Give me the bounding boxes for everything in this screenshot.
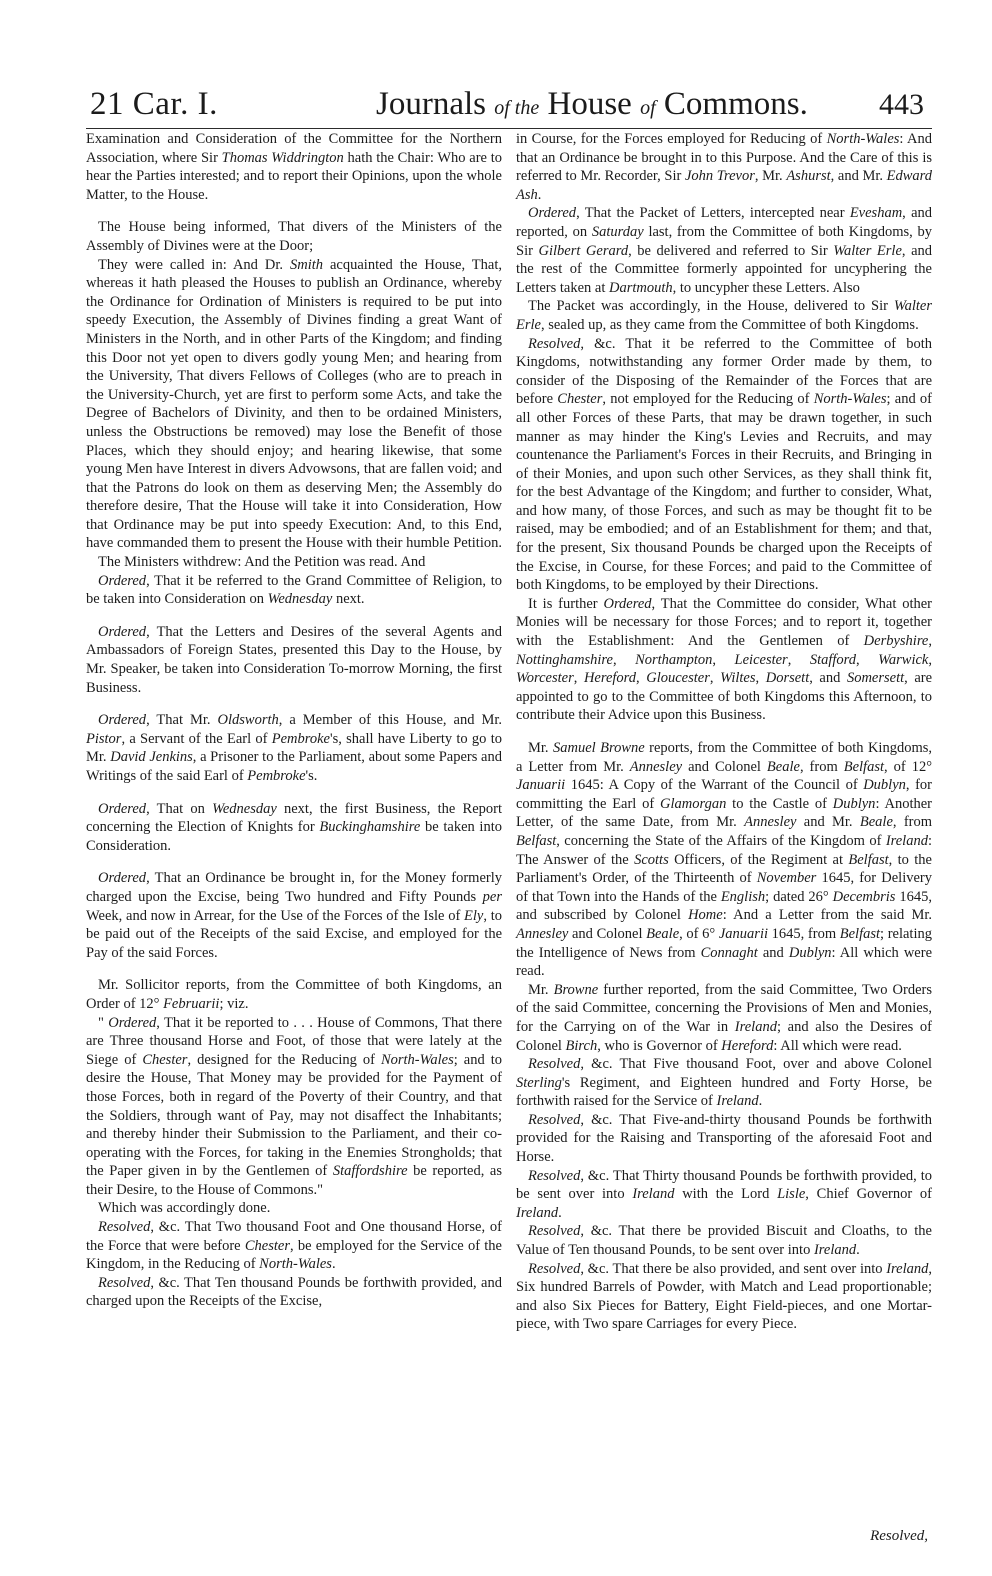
paragraph: Resolved, &c. That Ten thousand Pounds be forthwith provided, and charged upon the Receipts of the Excise, xyxy=(86,1274,502,1310)
paragraph: Resolved, &c. That Two thousand Foot and One thousand Horse, of the Force that were before Chester, be employed for the Service of the Kingdom, in the Reducing of North-Wales. xyxy=(86,1219,502,1273)
title-word-commons: Commons. xyxy=(655,86,808,122)
paragraph: Examination and Consideration of the Committee for the Northern Association, where Sir Thomas Widdrington hath the Chair: Who are to hear the Parties interested; and to report their Opinions, upon the whole Matter, to the House. xyxy=(86,131,502,203)
paragraph: The Ministers withdrew: And the Petition was read. And xyxy=(98,554,426,571)
paragraph: Resolved, &c. That Five-and-thirty thousand Pounds be forthwith provided for the Raising and Transporting of the aforesaid Foot and Horse. xyxy=(516,1111,932,1166)
page-title xyxy=(376,86,808,123)
running-head xyxy=(86,64,932,124)
catchword: Resolved, xyxy=(870,1528,928,1544)
paragraph: Which was accordingly done. xyxy=(98,1200,271,1217)
header-rule xyxy=(86,128,932,129)
paragraph: Resolved, &c. That there be also provided, and sent over into Ireland, Six hundred Barrels of Powder, with Match and Lead proportionable; and also Six Pieces for Battery, Eight Field-pieces, and one Mortar-piece, with Two spare Carriages for every Piece. xyxy=(516,1260,932,1333)
paragraph: Resolved, &c. That Thirty thousand Pounds be forthwith provided, to be sent over into Ireland with the Lord Lisle, Chief Governor of Ireland. xyxy=(516,1167,932,1221)
paragraph: It is further Ordered, That the Committee do consider, What other Monies will be necessary for those Forces; and to report it, together with the Establishment: And the Gentlemen of Derbyshire, Nottinghamshire, Northampton, Leicester, Stafford, Warwick, Worcester, Hereford, Gloucester, Wiltes, Dorsett, and Somersett, are appointed to go to the Committee of both Kingdoms this Afternoon, to contribute their Advice upon this Business. xyxy=(516,595,933,724)
paragraph: Mr. Samuel Browne reports, from the Committee of both Kingdoms, a Letter from Mr. Annesley and Colonel Beale, from Belfast, of 12° Januarii 1645: A Copy of the Warrant of the Council of Dublyn, for committing the Earl of Glamorgan to the Castle of Dublyn: Another Letter, of the same Date, from Mr. Annesley and Mr. Beale, from Belfast, concerning the State of the Affairs of the Kingdom of Ireland: The Answer of the Scotts Officers, of the Regiment at Belfast, to the Parliament's Order, of the Thirteenth of November 1645, for Delivery of that Town into the Hands of the English; dated 26° Decembris 1645, and subscribed by Colonel Home: And a Letter from the said Mr. Annesley and Colonel Beale, of 6° Januarii 1645, from Belfast; relating the Intelligence of News from Connaght and Dublyn: All which were read. xyxy=(516,740,933,980)
paragraph: The House being informed, That divers of the Ministers of the Assembly of Divines were at the Door; xyxy=(86,219,502,254)
title-word-of-the: of the xyxy=(494,97,540,119)
title-word-house: House xyxy=(539,86,641,122)
title-word-journals: Journals xyxy=(376,86,495,122)
paragraph: Mr. Browne further reported, from the said Committee, Two Orders of the said Committee, concerning the Provisions of Men and Monies, for the Carrying on of the War in Ireland; and also the Desires of Colonel Birch, who is Governor of Hereford: All which were read. xyxy=(516,981,933,1054)
page-number: 443 xyxy=(879,88,924,121)
paragraph: Ordered, That on Wednesday next, the first Business, the Report concerning the Election of Knights for Buckinghamshire be taken into Consideration. xyxy=(86,800,503,854)
paragraph: Ordered, That an Ordinance be brought in, for the Money formerly charged upon the Excise, being Two hundred and Fifty Pounds per Week, and now in Arrear, for the Use of the Forces of the Isle of Ely, to be paid out of the Receipts of the said Excise, and employed for the Pay of the said Forces. xyxy=(86,870,503,961)
paragraph: Ordered, That it be referred to the Grand Committee of Religion, to be taken into Consideration on Wednesday next. xyxy=(86,572,502,608)
left-column xyxy=(86,130,502,1334)
paragraph: Resolved, &c. That there be provided Biscuit and Cloaths, to the Value of Ten thousand Pounds, to be sent over into Ireland. xyxy=(516,1223,932,1259)
paragraph: Ordered, That the Packet of Letters, intercepted near Evesham, and reported, on Saturday last, from the Committee of both Kingdoms, by Sir Gilbert Gerard, be delivered and referred to Sir Walter Erle, and the rest of the Committee formerly appointed for uncyphering the Letters taken at Dartmouth, to uncypher these Letters. Also xyxy=(516,205,933,296)
paragraph: The Packet was accordingly, in the House, delivered to Sir Walter Erle, sealed up, as they came from the Committee of both Kingdoms. xyxy=(516,298,932,333)
title-word-of: of xyxy=(640,97,656,119)
paragraph: Mr. Sollicitor reports, from the Committee of both Kingdoms, an Order of 12° Februarii; viz. xyxy=(86,977,502,1012)
paragraph: Ordered, That Mr. Oldsworth, a Member of this House, and Mr. Pistor, a Servant of the Earl of Pembroke's, shall have Liberty to go to Mr. David Jenkins, a Prisoner to the Parliament, about some Papers and Writings of the said Earl of Pembroke's. xyxy=(86,712,502,784)
paragraph: They were called in: And Dr. Smith acquainted the House, That, whereas it hath pleased the Houses to publish an Ordinance, whereby the Ordinance for Ordination of Ministers is required to be put into speedy Execution, the Assembly of Divines finding a great Want of Ministers in the North, and in other Parts of the Kingdom; and finding this Door not yet open to divers godly young Men; and hearing from the University, That divers Fellows of Colleges (who are to preach in the University-Church, yet are first to perform some Acts, and take the Degree of Bachelors of Divinity, and then to be ordained Ministers, unless the Obstructions be removed) may lose the Benefit of those Places, which they should enjoy; and hearing likewise, that some young Men have Interest in divers Advowsons, that are fallen void; and that the Patrons do look on them as deserving Men; the Assembly do therefore desire, That the House will take it into Consideration, How that Ordinance may be put into speedy Execution: And, to this End, have commanded them to present the House with their humble Petition. xyxy=(86,256,503,552)
paragraph: Resolved, &c. That Five thousand Foot, over and above Colonel Sterling's Regiment, and Eighteen hundred and Forty Horse, be forthwith raised for the Service of Ireland. xyxy=(516,1056,932,1110)
paragraph: in Course, for the Forces employed for Reducing of North-Wales: And that an Ordinance be brought in to this Purpose. And the Care of this is referred to Mr. Recorder, Sir John Trevor, Mr. Ashurst, and Mr. Edward Ash. xyxy=(516,131,933,203)
text-columns xyxy=(86,130,932,1334)
paragraph: Resolved, &c. That it be referred to the Committee of both Kingdoms, notwithstanding any former Order made by them, to consider of the Disposing of the Remainder of the Forces that are before Chester, not employed for the Reducing of North-Wales; and of all other Forces of these Parts, that may be drawn together, in such manner as may hinder the King's Levies and Recruits, and may countenance the Parliament's Forces in their Recruits, and Bringing in of their Monies, and upon such other Services, as they shall think fit, for the best Advantage of the Kingdom; and further to consider, What, and how many, of those Forces, and such as may be thought fit to be raised, may be embodied; and of an Establishment for them; and that, for the present, Six thousand Pounds be charged upon the Receipts of the Excise, in Course, for these Forces; and paid to the Committee of both Kingdoms, to be employed by their Directions. xyxy=(516,335,933,594)
regnal-year: 21 Car. I. xyxy=(90,86,218,122)
paragraph: Ordered, That the Letters and Desires of the several Agents and Ambassadors of Foreign States, presented this Day to the House, by Mr. Speaker, be taken into Consideration To-morrow Morning, the first Business. xyxy=(86,623,502,696)
paragraph: " Ordered, That it be reported to . . . House of Commons, That there are Three thousand Horse and Foot, of those that were lately at the Siege of Chester, designed for the Reducing of North-Wales; and to desire the House, That Money may be provided for the Payment of those Forces, both in regard of the Poverty of their Country, and that the Soldiers, through want of Pay, may not disaffect the Inhabitants; and thereby hinder their Submission to the Parliament, and their co-operating with the Forces, for taking in the Enemies Strongholds; that the Paper given in by the Gentlemen of Staffordshire be reported, as their Desire, to the House of Commons." xyxy=(86,1014,503,1198)
right-column xyxy=(516,130,932,1334)
